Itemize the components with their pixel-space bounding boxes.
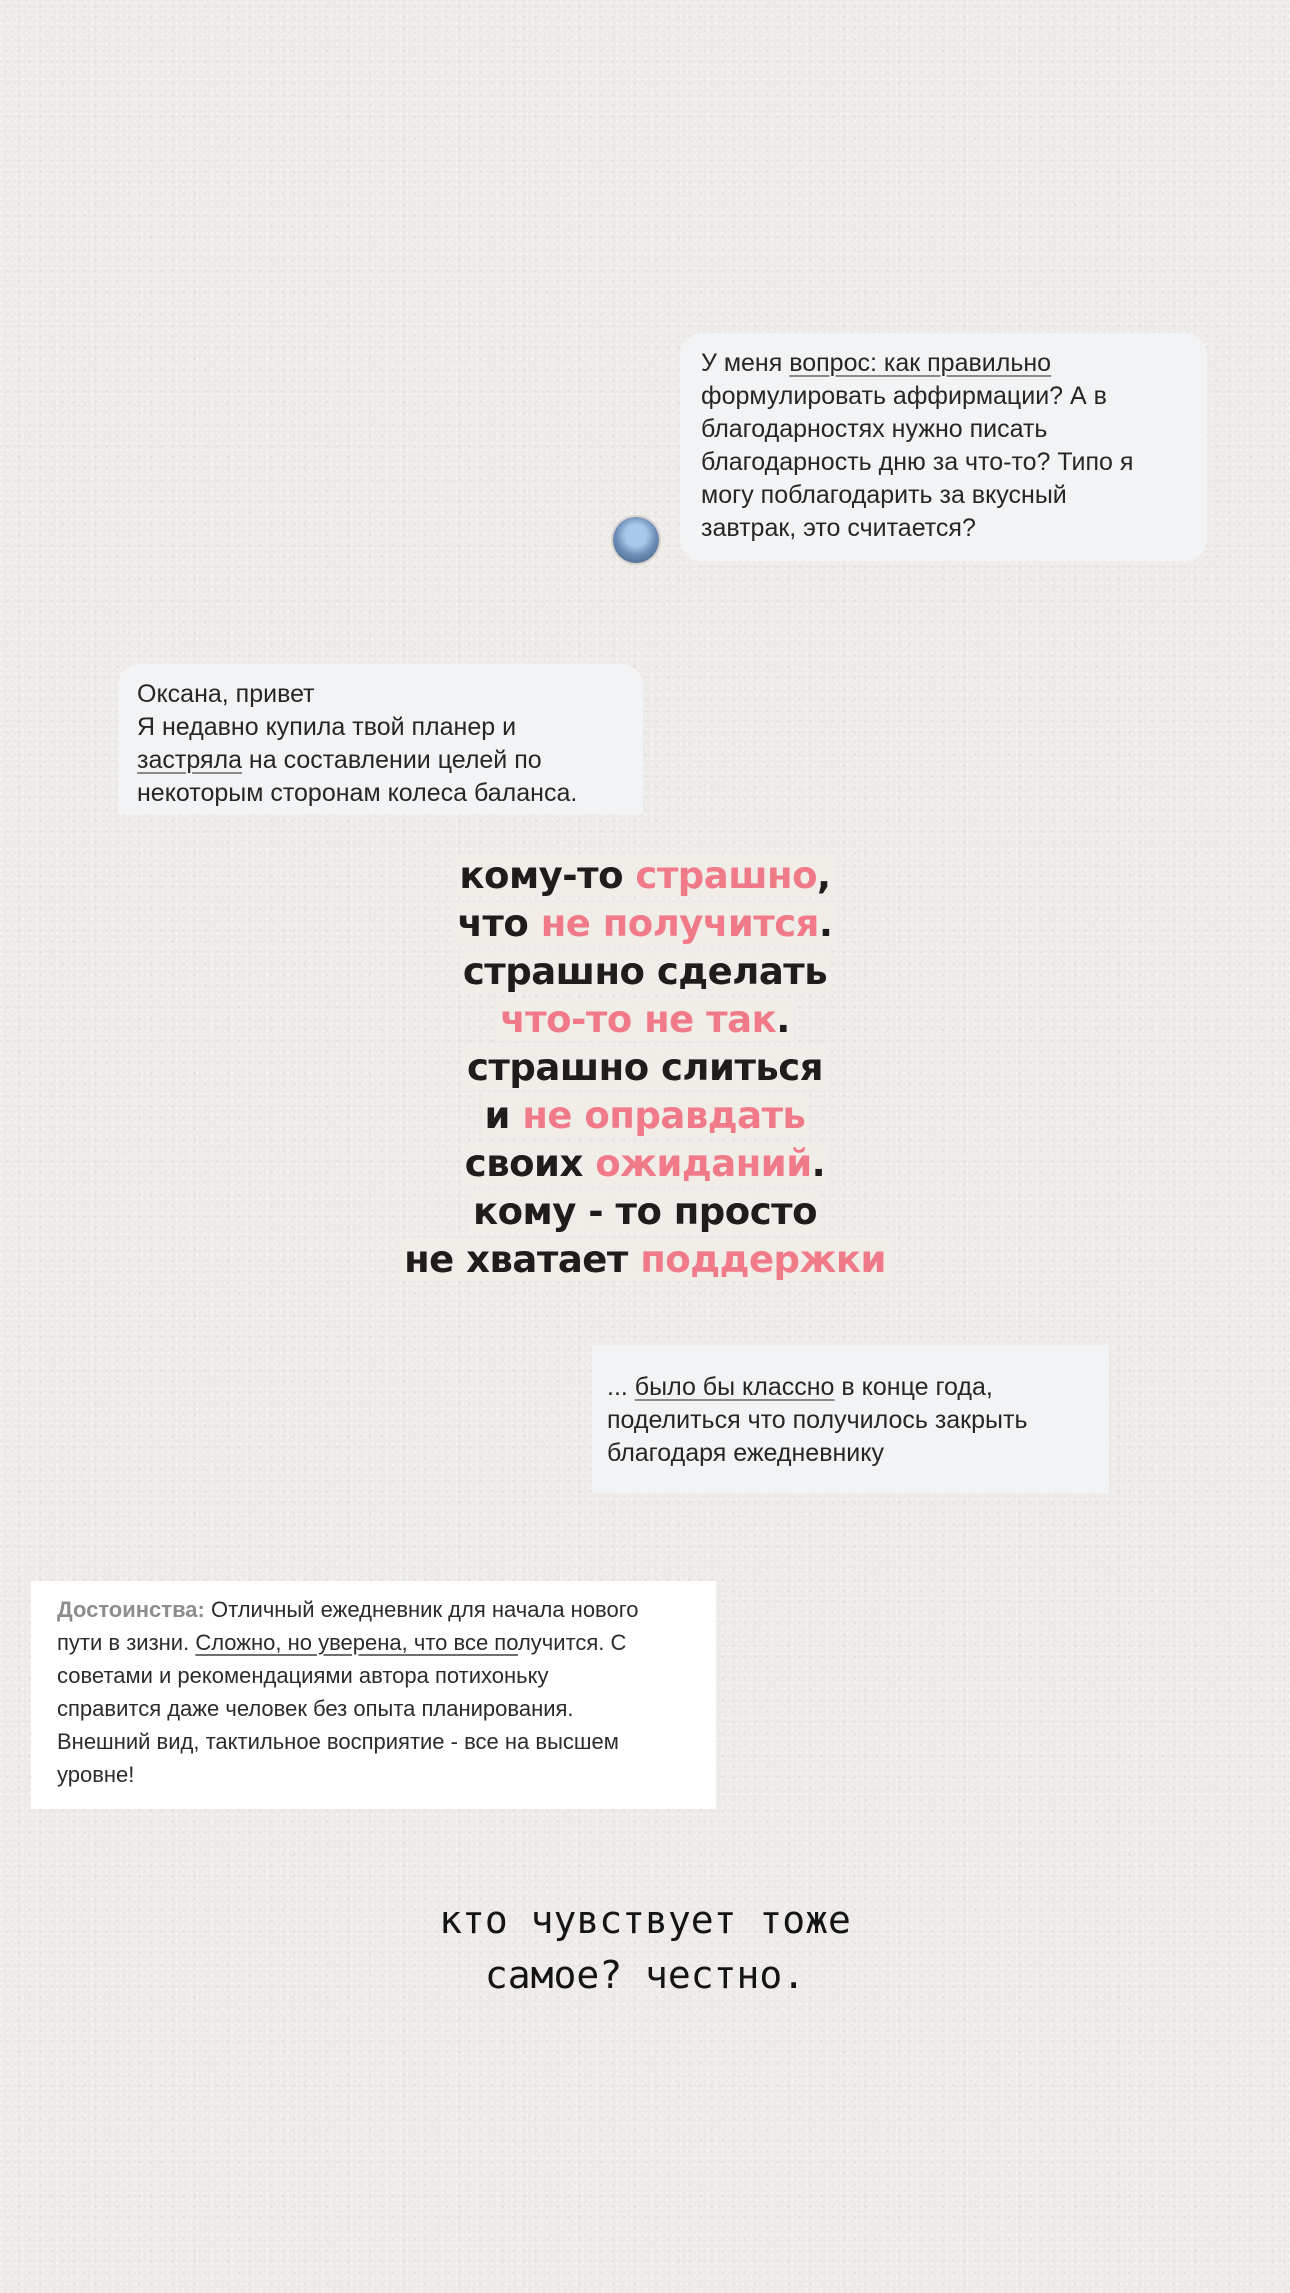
- review-line: Достоинства: Отличный ежедневник для начала нового: [57, 1597, 639, 1622]
- message-bubble-question: [680, 333, 1207, 561]
- message-line: благодарность дню за что-то? Типо я: [701, 448, 1134, 476]
- review-label: Достоинства:: [57, 1597, 205, 1622]
- message-line: благодарностях нужно писать: [701, 415, 1048, 443]
- headline-line: страшно слиться: [320, 1044, 970, 1092]
- headline-line: своих ожиданий.: [320, 1140, 970, 1188]
- review-line: пути в зизни. Сложно, но уверена, что все получится. С: [57, 1630, 627, 1655]
- headline-text: [320, 852, 970, 1284]
- message-line: могу поблагодарить за вкусный: [701, 481, 1067, 509]
- headline-line: и не оправдать: [320, 1092, 970, 1140]
- message-line: завтрак, это считается?: [701, 514, 976, 542]
- review-card: [31, 1581, 716, 1809]
- review-line: советами и рекомендациями автора потихоньку: [57, 1663, 549, 1688]
- headline-line: что не получится.: [320, 900, 970, 948]
- headline-line: что-то не так.: [320, 996, 970, 1044]
- review-line: Внешний вид, тактильное восприятие - все на высшем: [57, 1729, 619, 1754]
- message-line: ... было бы классно в конце года,: [607, 1373, 993, 1401]
- message-line: некоторым сторонам колеса баланса.: [137, 779, 578, 807]
- question-line: кто чувствует тоже: [439, 1898, 851, 1942]
- message-line: Оксана, привет: [137, 680, 315, 708]
- headline-line: страшно сделать: [320, 948, 970, 996]
- message-line: застряла на составлении целей по: [137, 746, 542, 774]
- headline-line: кому - то просто: [320, 1188, 970, 1236]
- closing-question: [340, 1893, 950, 2003]
- review-line: уровне!: [57, 1762, 135, 1787]
- message-line: благодаря ежедневнику: [607, 1439, 884, 1467]
- message-line: формулировать аффирмации? А в: [701, 382, 1107, 410]
- headline-line: кому-то страшно,: [320, 852, 970, 900]
- message-bubble-planner: [118, 664, 643, 814]
- user-avatar-icon[interactable]: [613, 517, 659, 563]
- message-line: У меня вопрос: как правильно: [701, 349, 1052, 377]
- question-line: самое? честно.: [484, 1953, 806, 1997]
- message-line: Я недавно купила твой планер и: [137, 713, 517, 741]
- headline-line: не хватает поддержки: [320, 1236, 970, 1284]
- review-line: справится даже человек без опыта планирования.: [57, 1696, 574, 1721]
- message-bubble-year-end: [592, 1345, 1109, 1493]
- message-line: поделиться что получилось закрыть: [607, 1406, 1028, 1434]
